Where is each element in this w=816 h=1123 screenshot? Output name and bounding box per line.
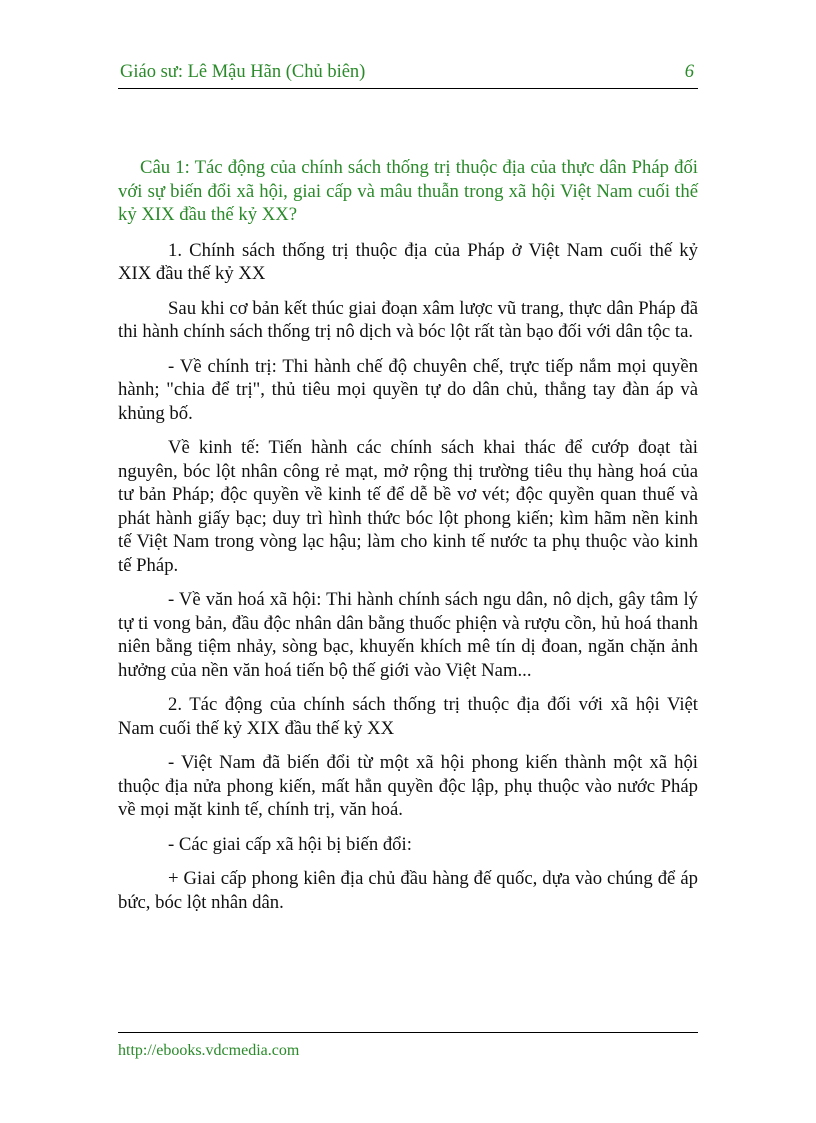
paragraph: - Các giai cấp xã hội bị biến đổi: <box>168 833 412 855</box>
paragraph-economy: Về kinh tế: Tiến hành các chính sách khai thác để cướp đoạt tài nguyên, bóc lột nhân công rẻ mạt, mở rộng thị trường tiêu thụ hàng hoá của tư bản Pháp; độc quyền về kinh tế để dễ bề vơ vét; độc quyền quan thuế và phát hành giấy bạc; duy trì hình thức bóc lột phong kiến; kìm hãm nền kinh tế Việt Nam trong vòng lạc hậu; làm cho kinh tế nước ta phụ thuộc vào kinh tế Pháp. <box>118 437 698 576</box>
paragraph: Sau khi cơ bản kết thúc giai đoạn xâm lược vũ trang, thực dân Pháp đã thi hành chính sách thống trị nô dịch và bóc lột rất tàn bạo đối với dân tộc ta. <box>118 297 698 342</box>
footer-divider <box>118 1032 698 1033</box>
question-heading: Câu 1: Tác động của chính sách thống trị thuộc địa của thực dân Pháp đối với sự biến đổi xã hội, giai cấp và mâu thuẫn trong xã hội Việt Nam cuối thế kỷ XIX đầu thế kỷ XX? <box>118 157 698 225</box>
page-number: 6 <box>684 62 694 82</box>
page-header <box>118 60 698 89</box>
page-content <box>118 156 698 925</box>
header-title: Giáo sư: Lê Mậu Hãn (Chủ biên) <box>120 62 366 82</box>
section-heading-1: 1. Chính sách thống trị thuộc địa của Pháp ở Việt Nam cuối thế kỷ XIX đầu thế kỷ XX <box>118 239 698 284</box>
section-heading-2: 2. Tác động của chính sách thống trị thuộc địa đối với xã hội Việt Nam cuối thế kỷ XIX đầu thế kỷ XX <box>118 694 698 739</box>
paragraph-culture: - Về văn hoá xã hội: Thi hành chính sách ngu dân, nô dịch, gây tâm lý tự ti vong bản, đầu độc nhân dân bằng thuốc phiện và rượu cồn, hủ hoá thanh niên bằng tiệm nhảy, sòng bạc, khuyến khích mê tín dị đoan, ngăn chặn ảnh hưởng của nền văn hoá tiến bộ thế giới vào Việt Nam... <box>118 589 698 681</box>
paragraph: + Giai cấp phong kiên địa chủ đầu hàng đế quốc, dựa vào chúng để áp bức, bóc lột nhân dân. <box>118 868 698 913</box>
paragraph-politics: - Về chính trị: Thi hành chế độ chuyên chế, trực tiếp nắm mọi quyền hành; "chia để trị", thủ tiêu mọi quyền tự do dân chủ, thẳng tay đàn áp và khủng bố. <box>118 355 698 424</box>
paragraph: - Việt Nam đã biến đổi từ một xã hội phong kiến thành một xã hội thuộc địa nửa phong kiến, mất hẳn quyền độc lập, phụ thuộc vào nước Pháp về mọi mặt kinh tế, chính trị, văn hoá. <box>118 752 698 820</box>
footer-url-link[interactable]: http://ebooks.vdcmedia.com <box>118 1042 300 1059</box>
